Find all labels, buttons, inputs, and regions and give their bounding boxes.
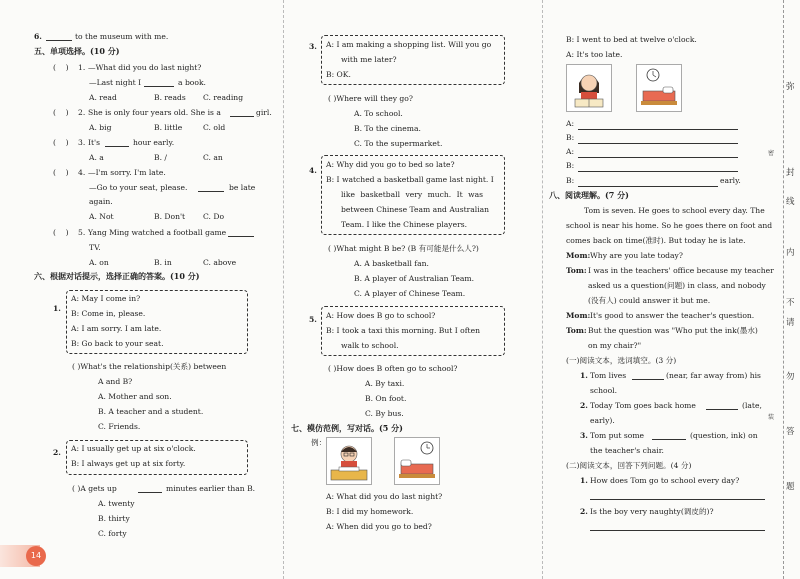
tom-line-2b: on my chair?" bbox=[588, 341, 642, 350]
q6-blank[interactable] bbox=[46, 32, 72, 41]
dialog2-blank[interactable] bbox=[138, 484, 162, 493]
part1-q2-number: 2. bbox=[580, 401, 588, 410]
mc3-opt-a: A. a bbox=[89, 153, 104, 162]
mc2-paren[interactable]: ( ) bbox=[53, 108, 69, 117]
answer-line-5[interactable] bbox=[578, 186, 718, 187]
tom-speaker-1: Tom: bbox=[566, 266, 587, 275]
example-label: 例： bbox=[311, 438, 327, 447]
dialog1-opt-c: C. Friends. bbox=[98, 422, 141, 431]
answer-line-4[interactable] bbox=[578, 171, 738, 172]
homework-picture bbox=[326, 437, 372, 485]
mom-line-1: Why are you late today? bbox=[590, 251, 683, 260]
passage-line-2: school is near his home. So he goes there on foot and bbox=[566, 221, 773, 230]
margin-char-2: 封 bbox=[786, 168, 795, 178]
mc4-opt-c: C. Do bbox=[203, 212, 225, 221]
dialog2-line-2: B: I always get up at six forty. bbox=[71, 459, 186, 468]
dialog3-opt-b: B. To the cinema. bbox=[354, 124, 421, 133]
dialog4-line-2: B: I watched a basketball game last night. I bbox=[326, 175, 494, 184]
mc2-opt-c: C. old bbox=[203, 123, 226, 132]
mc1-number: 1. bbox=[78, 63, 86, 72]
example-line-4: B: I went to bed at twelve o'clock. bbox=[566, 35, 697, 44]
dialog3-opt-c: C. To the supermarket. bbox=[354, 139, 443, 148]
mc1-opt-b: B. reads bbox=[154, 93, 186, 102]
mc1-paren[interactable]: ( ) bbox=[53, 63, 69, 72]
dialog5-line-3: walk to school. bbox=[341, 341, 399, 350]
mc1-blank[interactable] bbox=[144, 78, 174, 87]
example-line-5: A: It's too late. bbox=[566, 50, 623, 59]
mc4-stem: —I'm sorry. I'm late. bbox=[88, 168, 166, 177]
mc2-stem-b: girl. bbox=[256, 108, 272, 117]
mc5-paren[interactable]: ( ) bbox=[53, 228, 69, 237]
answer-label-5: B: bbox=[566, 176, 575, 185]
margin-char-5: 不 bbox=[786, 298, 795, 308]
dialog4-line-4: between Chinese Team and Australian bbox=[341, 205, 490, 214]
mc4-line3: again. bbox=[89, 197, 113, 206]
section-7-title: 七、模仿范例，写对话。(5 分) bbox=[291, 423, 403, 433]
part2-q1-number: 1. bbox=[580, 476, 588, 485]
answer-label-4: B: bbox=[566, 161, 575, 170]
part1-q2-b: (late, bbox=[742, 401, 762, 410]
part1-q3-blank[interactable] bbox=[652, 431, 686, 440]
mc1-opt-c: C. reading bbox=[203, 93, 244, 102]
passage-line-3: comes back on time(准时). But today he is late. bbox=[566, 236, 746, 245]
mc4-opt-a: A. Not bbox=[89, 212, 114, 221]
mc3-paren[interactable]: ( ) bbox=[53, 138, 69, 147]
part1-q3-a: Tom put some bbox=[590, 431, 645, 440]
dialog1-question-2: A and B? bbox=[98, 377, 133, 386]
mc1-stem: —What did you do last night? bbox=[88, 63, 202, 72]
q6-number: 6. bbox=[34, 32, 42, 41]
dialog3-line-2: with me later? bbox=[341, 55, 397, 64]
mc2-stem: She is only four years old. She is a bbox=[88, 108, 221, 117]
part1-q3-number: 3. bbox=[580, 431, 588, 440]
part2-q1-text: How does Tom go to school every day? bbox=[590, 476, 740, 485]
dialog1-question[interactable]: ( )What's the relationship(关系) between bbox=[72, 362, 227, 371]
answer-line-2[interactable] bbox=[578, 143, 738, 144]
dialog4-line-3: like basketball very much. It was bbox=[341, 190, 484, 199]
example-line-2: B: I did my homework. bbox=[326, 507, 414, 516]
dialog5-question[interactable]: ( )How does B often go to school? bbox=[328, 364, 458, 373]
part2-title: (二)阅读文本，回答下列问题。(4 分) bbox=[566, 461, 692, 470]
dialog4-question[interactable]: ( )What might B be? (B 有可能是什么人?) bbox=[328, 244, 479, 253]
part1-q1-c: school. bbox=[590, 386, 618, 395]
tom-line-1c: (没有人) could answer it but me. bbox=[588, 296, 711, 305]
section-6-title: 六、根据对话提示，选择正确的答案。(10 分) bbox=[34, 271, 200, 281]
part2-q2-number: 2. bbox=[580, 507, 588, 516]
mc1-line2a: —Last night I bbox=[89, 78, 142, 87]
section-5-title: 五、单项选择。(10 分) bbox=[34, 46, 120, 56]
dialog1-opt-b: B. A teacher and a student. bbox=[98, 407, 204, 416]
dialog3-number: 3. bbox=[309, 42, 317, 51]
q6-text: to the museum with me. bbox=[75, 32, 169, 41]
mc4-number: 4. bbox=[78, 168, 86, 177]
dialog4-line-5: Team. I like the Chinese players. bbox=[341, 220, 468, 229]
mc3-stem-b: hour early. bbox=[133, 138, 175, 147]
mc5-blank[interactable] bbox=[228, 228, 254, 237]
mc5-opt-a: A. on bbox=[89, 258, 109, 267]
page-number-badge: 14 bbox=[26, 546, 46, 566]
part1-q1-a: Tom lives bbox=[590, 371, 627, 380]
dialog5-opt-b: B. On foot. bbox=[365, 394, 407, 403]
dialog4-opt-c: C. A player of Chinese Team. bbox=[354, 289, 466, 298]
answer-line-5-end: early. bbox=[720, 176, 741, 185]
part1-title: (一)阅读文本，选词填空。(3 分) bbox=[566, 356, 677, 365]
tom-line-1b: asked us a question(问题) in class, and nobody bbox=[588, 281, 766, 290]
dialog3-question[interactable]: ( )Where will they go? bbox=[328, 94, 413, 103]
mc1-line2b: a book. bbox=[178, 78, 206, 87]
mc4-line2b: be late bbox=[229, 183, 256, 192]
girl-reading-picture bbox=[566, 64, 612, 112]
dialog5-opt-c: C. By bus. bbox=[365, 409, 404, 418]
dialog2-line-1: A: I usually get up at six o'clock. bbox=[71, 444, 196, 453]
mc5-line2: TV. bbox=[89, 243, 101, 252]
part1-q1-blank[interactable] bbox=[632, 371, 664, 380]
bed-picture bbox=[394, 437, 440, 485]
tom-line-2a: But the question was "Who put the ink(墨水) bbox=[588, 326, 758, 335]
dialog1-opt-a: A. Mother and son. bbox=[98, 392, 172, 401]
mc1-opt-a: A. read bbox=[89, 93, 117, 102]
mc4-blank[interactable] bbox=[198, 183, 224, 192]
example-line-3: A: When did you go to bed? bbox=[326, 522, 432, 531]
part1-q2-a: Today Tom goes back home bbox=[590, 401, 696, 410]
mc3-number: 3. bbox=[78, 138, 86, 147]
dialog3-line-3: B: OK. bbox=[326, 70, 351, 79]
tom-speaker-2: Tom: bbox=[566, 326, 587, 335]
column-divider-1 bbox=[283, 0, 284, 579]
dialog2-opt-c: C. forty bbox=[98, 529, 127, 538]
margin-small-2: 装 bbox=[768, 414, 775, 421]
dialog1-line-2: B: Come in, please. bbox=[71, 309, 146, 318]
bed-clock-picture bbox=[636, 64, 682, 112]
answer-line-3[interactable] bbox=[578, 157, 738, 158]
mc2-number: 2. bbox=[78, 108, 86, 117]
passage-line-1: Tom is seven. He goes to school every day. The bbox=[584, 206, 765, 215]
dialog2-opt-a: A. twenty bbox=[98, 499, 135, 508]
margin-char-9: 题 bbox=[786, 482, 795, 492]
mc3-opt-c: C. an bbox=[203, 153, 223, 162]
mom-speaker-1: Mom: bbox=[566, 251, 591, 260]
margin-char-1: 弥 bbox=[786, 82, 795, 92]
mc2-blank[interactable] bbox=[230, 108, 254, 117]
example-line-1: A: What did you do last night? bbox=[326, 492, 443, 501]
margin-char-6: 请 bbox=[786, 318, 795, 328]
dialog4-number: 4. bbox=[309, 166, 317, 175]
mc5-opt-c: C. above bbox=[203, 258, 237, 267]
mc3-blank[interactable] bbox=[105, 138, 129, 147]
part2-q2-answer-line[interactable] bbox=[590, 530, 765, 531]
dialog1-line-3: A: I am sorry. I am late. bbox=[71, 324, 162, 333]
dialog5-number: 5. bbox=[309, 315, 317, 324]
dialog5-line-1: A: How does B go to school? bbox=[326, 311, 436, 320]
tom-line-1a: I was in the teachers' office because my teacher bbox=[588, 266, 774, 275]
dialog5-line-2: B: I took a taxi this morning. But I often bbox=[326, 326, 480, 335]
mc5-stem: Yang Ming watched a football game bbox=[88, 228, 227, 237]
section-8-title: 八、阅读理解。(7 分) bbox=[549, 190, 629, 200]
dialog3-opt-a: A. To school. bbox=[354, 109, 403, 118]
margin-char-4: 内 bbox=[786, 248, 795, 258]
dialog3-line-1: A: I am making a shopping list. Will you go bbox=[326, 40, 492, 49]
part1-q1-b: (near, far away from) his bbox=[666, 371, 761, 380]
dialog2-number: 2. bbox=[53, 448, 61, 457]
margin-char-8: 答 bbox=[786, 427, 795, 437]
mc4-opt-b: B. Don't bbox=[154, 212, 186, 221]
answer-label-3: A: bbox=[566, 147, 575, 156]
dialog1-line-4: B: Go back to your seat. bbox=[71, 339, 164, 348]
answer-line-1[interactable] bbox=[578, 129, 738, 130]
margin-small-1: 密 bbox=[768, 150, 775, 157]
dialog4-line-1: A: Why did you go to bed so late? bbox=[326, 160, 455, 169]
margin-char-3: 线 bbox=[786, 197, 795, 207]
dialog2-question-b: minutes earlier than B. bbox=[166, 484, 256, 493]
mc5-opt-b: B. in bbox=[154, 258, 172, 267]
dialog2-opt-b: B. thirty bbox=[98, 514, 130, 523]
part2-q2-text: Is the boy very naughty(调皮的)? bbox=[590, 507, 714, 516]
mom-line-2: It's good to answer the teacher's question. bbox=[590, 311, 755, 320]
part1-q3-c: the teacher's chair. bbox=[590, 446, 664, 455]
mc2-opt-b: B. little bbox=[154, 123, 183, 132]
column-divider-2 bbox=[542, 0, 543, 579]
mc2-opt-a: A. big bbox=[89, 123, 112, 132]
mom-speaker-2: Mom: bbox=[566, 311, 591, 320]
dialog4-opt-b: B. A player of Australian Team. bbox=[354, 274, 475, 283]
part1-q2-blank[interactable] bbox=[706, 401, 738, 410]
dialog1-number: 1. bbox=[53, 304, 61, 313]
dialog1-line-1: A: May I come in? bbox=[71, 294, 141, 303]
mc5-number: 5. bbox=[78, 228, 86, 237]
answer-label-1: A: bbox=[566, 119, 575, 128]
part2-q1-answer-line[interactable] bbox=[590, 499, 765, 500]
part1-q1-number: 1. bbox=[580, 371, 588, 380]
dialog5-opt-a: A. By taxi. bbox=[365, 379, 405, 388]
mc4-line2a: —Go to your seat, please. bbox=[89, 183, 188, 192]
margin-char-7: 勿 bbox=[786, 372, 795, 382]
part1-q3-b: (question, ink) on bbox=[690, 431, 758, 440]
mc3-opt-b: B. / bbox=[154, 153, 167, 162]
mc4-paren[interactable]: ( ) bbox=[53, 168, 69, 177]
answer-label-2: B: bbox=[566, 133, 575, 142]
part1-q2-c: early). bbox=[590, 416, 615, 425]
dialog4-opt-a: A. A basketball fan. bbox=[354, 259, 429, 268]
mc3-stem: It's bbox=[88, 138, 101, 147]
seal-line bbox=[783, 0, 784, 579]
dialog2-question-a[interactable]: ( )A gets up bbox=[72, 484, 117, 493]
